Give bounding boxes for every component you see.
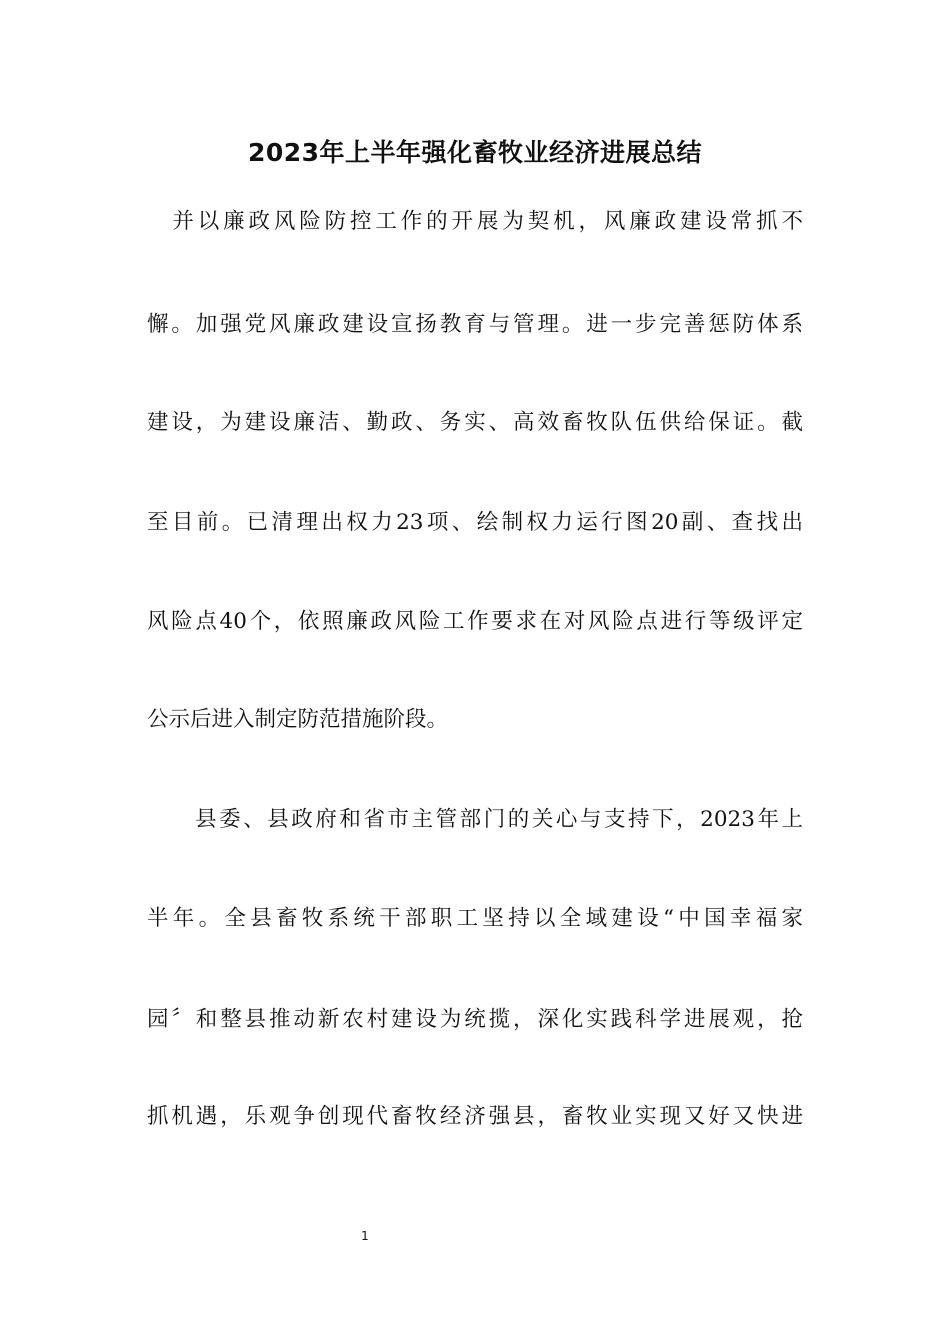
page-number: 1 — [361, 1229, 369, 1243]
paragraph-1-line-4: 至目前。已清理出权力23项、绘制权力运行图20副、查找出 — [147, 510, 803, 535]
paragraph-2-line-3: 园〞和整县推动新农村建设为统揽，深化实践科学进展观，抢 — [147, 1007, 803, 1032]
paragraph-1-line-5: 风险点40个，依照廉政风险工作要求在对风险点进行等级评定 — [147, 609, 803, 634]
paragraph-2-line-1: 县委、县政府和省市主管部门的关心与支持下，2023年上 — [147, 807, 803, 832]
paragraph-2-line-4: 抓机遇，乐观争创现代畜牧经济强县，畜牧业实现又好又快进 — [147, 1104, 803, 1129]
paragraph-1-line-2: 懈。加强党风廉政建设宣扬教育与管理。进一步完善惩防体系 — [147, 312, 803, 337]
paragraph-1-line-1: 并以廉政风险防控工作的开展为契机，风廉政建设常抓不 — [147, 209, 803, 234]
paragraph-1-line-6: 公示后进入制定防范措施阶段。 — [147, 707, 449, 732]
paragraph-1-line-3: 建设，为建设廉洁、勤政、务实、高效畜牧队伍供给保证。截 — [147, 410, 803, 435]
document-title: 2023年上半年强化畜牧业经济进展总结 — [247, 138, 703, 167]
paragraph-2-line-2: 半年。全县畜牧系统干部职工坚持以全域建设“中国幸福家 — [147, 906, 803, 931]
